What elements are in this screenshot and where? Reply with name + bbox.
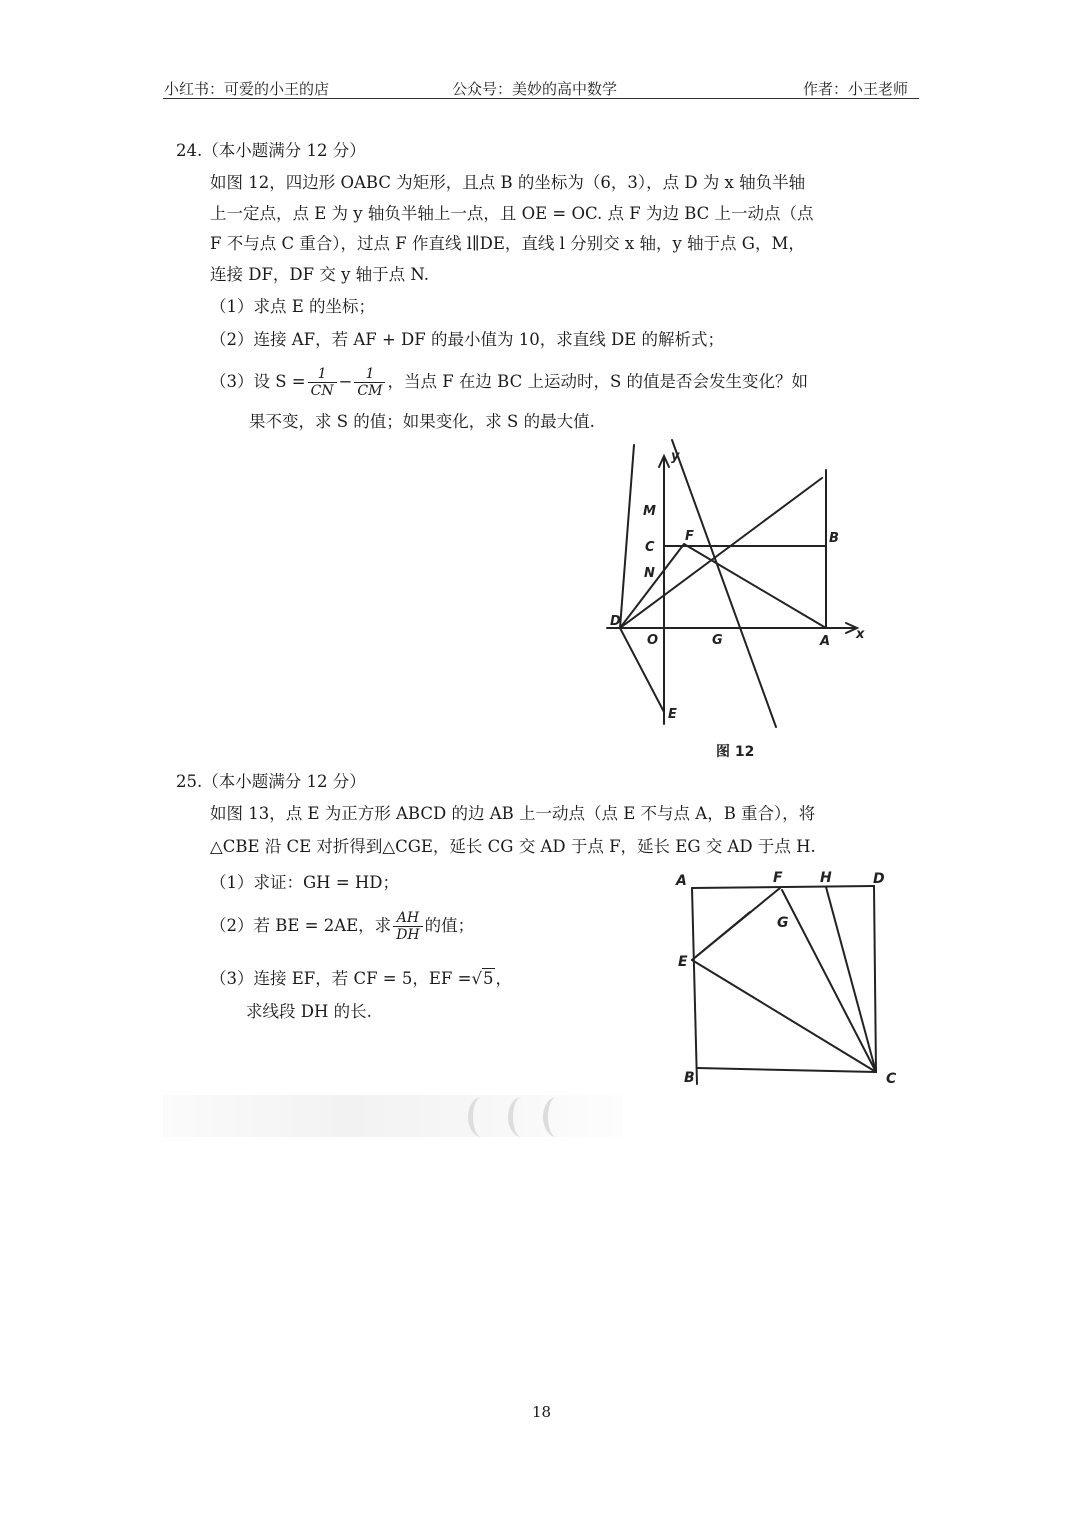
label-x: x (856, 627, 865, 642)
label-D: D (610, 614, 621, 629)
label-B: B (684, 1070, 695, 1086)
q24-part2: （2）连接 AF，若 AF + DF 的最小值为 10，求直线 DE 的解析式； (210, 330, 724, 349)
label-y: y (671, 449, 680, 464)
segment-EC (692, 960, 876, 1072)
q24-part3-cont: 果不变，求 S 的值；如果变化，求 S 的最大值. (249, 412, 595, 431)
header-center: 公众号：美妙的高中数学 (452, 80, 618, 98)
label-N: N (644, 566, 655, 581)
q25-line2: △CBE 沿 CE 对折得到△CGE，延长 CG 交 AD 于点 F，延长 EG 交 AD 于点 H. (210, 837, 816, 856)
smudge-arc-2 (508, 1097, 535, 1137)
q24-part3-suffix: ，当点 F 在边 BC 上运动时，S 的值是否会发生变化？如 (387, 372, 809, 391)
q24-line3: F 不与点 C 重合），过点 F 作直线 l∥DE，直线 l 分别交 x 轴，y 轴于点 G，M， (210, 234, 805, 253)
q25-fraction-num: AH (393, 910, 422, 927)
q24-fraction-1-num: 1 (308, 366, 337, 383)
sqrt-value: 5 (482, 969, 494, 988)
q25-part2-suffix: 的值； (424, 916, 475, 935)
side-BA (692, 888, 697, 1084)
header-left: 小红书：可爱的小王的店 (164, 80, 330, 98)
label-O: O (647, 633, 659, 648)
q24-line4: 连接 DF，DF 交 y 轴于点 N. (210, 265, 430, 284)
segment-HC (826, 887, 876, 1072)
label-F: F (773, 870, 783, 886)
q25-part3-cont: 求线段 DH 的长. (246, 1002, 372, 1021)
q24-minus: − (338, 372, 353, 391)
side-AD (692, 886, 874, 888)
scan-smudge (163, 1095, 623, 1137)
page-number: 18 (532, 1403, 552, 1421)
q25-part2-prefix: （2）若 BE = 2AE，求 (210, 916, 392, 935)
label-G: G (777, 915, 789, 931)
q24-number: 24.（本小题满分 12 分） (176, 141, 366, 160)
label-A: A (676, 873, 687, 889)
label-D: D (873, 871, 885, 887)
q25-number: 25.（本小题满分 12 分） (176, 772, 366, 791)
label-E: E (678, 954, 688, 970)
q25-fraction-den: DH (396, 927, 420, 943)
q24-part1: （1）求点 E 的坐标； (210, 297, 376, 316)
label-C: C (645, 540, 655, 555)
header-right: 作者：小王老师 (803, 80, 909, 98)
sqrt-sign: √ (471, 969, 482, 988)
segment-FC (782, 890, 876, 1072)
q25-line1: 如图 13，点 E 为正方形 ABCD 的边 AB 上一动点（点 E 不与点 A，B 重合），将 (210, 804, 816, 823)
smudge-arc-3 (543, 1097, 570, 1137)
q25-part3-prefix: （3）连接 EF，若 CF = 5，EF = (210, 969, 472, 988)
q24-fraction-2-den: CM (357, 383, 383, 399)
q25-part3-comma: ， (495, 969, 512, 988)
q24-part3-prefix: （3）设 S = (210, 372, 306, 391)
figure-12-caption: 图 12 (716, 744, 755, 760)
label-C: C (886, 1071, 897, 1087)
label-M: M (643, 504, 656, 519)
label-G: G (712, 633, 723, 648)
side-CB (697, 1068, 876, 1072)
q25-part1: （1）求证：GH = HD； (210, 873, 400, 892)
label-B: B (829, 531, 839, 546)
segment-EG (692, 912, 750, 960)
side-DC (874, 886, 876, 1072)
label-E: E (668, 707, 677, 722)
q24-line2: 上一定点，点 E 为 y 轴负半轴上一点，且 OE = OC. 点 F 为边 BC 上一动点（点 (210, 204, 814, 223)
label-F: F (685, 529, 694, 544)
q24-fraction-2-num: 1 (354, 366, 385, 383)
smudge-arc-1 (468, 1097, 495, 1137)
q24-line1: 如图 12，四边形 OABC 为矩形，且点 B 的坐标为（6，3），点 D 为 x 轴负半轴 (210, 173, 806, 192)
q24-fraction-1-den: CN (310, 383, 334, 399)
label-H: H (820, 870, 832, 886)
label-A: A (820, 634, 831, 649)
